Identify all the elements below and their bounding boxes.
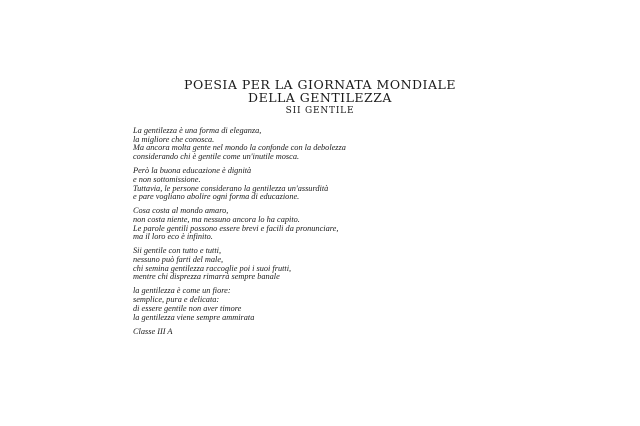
poem-line: la migliore che conosca.: [133, 134, 215, 144]
stanzas: [133, 127, 346, 322]
poem-line: Ma ancora molta gente nel mondo la confonde con la debolezza: [133, 143, 346, 153]
poem-line: semplice, pura e delicata:: [133, 295, 220, 305]
poem-line: la gentilezza viene sempre ammirata: [133, 312, 255, 322]
stanza: [133, 207, 346, 242]
poem-line: la gentilezza è come un fiore:: [133, 286, 231, 296]
poem-line: Le parole gentili possono essere brevi e facili da pronunciare,: [133, 223, 339, 233]
poem-line: Tuttavia, le persone considerano la gentilezza un'assurdità: [133, 183, 329, 193]
stanza: [133, 287, 346, 322]
poem-line: nessuno può farti del male,: [133, 255, 224, 265]
poem-line: mentre chi disprezza rimarrà sempre banale: [133, 272, 280, 282]
poem-line: Però la buona educazione è dignità: [133, 166, 252, 176]
stanza: [133, 247, 346, 282]
poem-line: ma il loro eco è infinito.: [133, 232, 213, 242]
stanza: [133, 167, 346, 202]
poem-line: La gentilezza è una forma di eleganza,: [133, 126, 262, 135]
poem-line: considerando chi è gentile come un'inutile mosca.: [133, 152, 300, 162]
document-title: POESIA PER LA GIORNATA MONDIALE: [184, 77, 456, 92]
poem-title: SII GENTILE: [285, 106, 355, 116]
stanza: [133, 127, 346, 162]
poem-line: e non sottomissione.: [133, 174, 201, 184]
poem-line: Sii gentile con tutto e tutti,: [133, 246, 222, 256]
poem-line: non costa niente, ma nessuno ancora lo ha capito.: [133, 214, 300, 224]
poem-line: Cosa costa al mondo amaro,: [133, 206, 229, 216]
signature: Classe III A: [133, 326, 173, 336]
poem-line: chi semina gentilezza raccoglie poi i suoi frutti,: [133, 263, 292, 273]
poem-body: [133, 127, 346, 336]
poem-line: e pare vogliano abolire ogni forma di educazione.: [133, 192, 300, 202]
poem-line: di essere gentile non aver timore: [133, 303, 242, 313]
document-title-line2: DELLA GENTILEZZA: [248, 90, 392, 105]
